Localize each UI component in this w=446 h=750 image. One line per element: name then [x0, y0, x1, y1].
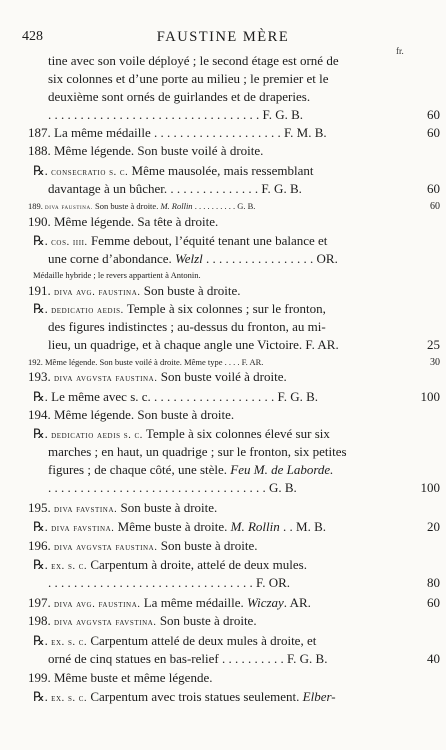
text-line — [48, 71, 329, 86]
line-text: Son buste à droite. — [157, 538, 258, 553]
running-title: FAUSTINE MÈRE — [156, 29, 290, 45]
line-text: 195. — [28, 500, 54, 515]
legend-smallcaps: cos. iiii. — [51, 237, 88, 248]
text-line — [48, 53, 339, 68]
price-value: 40 — [427, 651, 440, 666]
line-text: ℞. — [33, 633, 52, 648]
price-value: 100 — [420, 480, 440, 495]
text-line — [33, 689, 336, 706]
text-line — [48, 337, 339, 352]
text-line — [33, 426, 330, 443]
text-line — [28, 595, 311, 612]
italic-text: M. Rollin — [160, 201, 193, 211]
line-text: . . . . . . . . . . G. B. — [192, 201, 256, 211]
price-value: 60 — [427, 181, 440, 196]
text-line — [28, 613, 257, 630]
line-text: des figures indistinctes ; au-dessus du fronton, au mi- — [48, 319, 326, 334]
page-number: 428 — [22, 29, 43, 44]
text-line — [33, 268, 201, 283]
line-text: ℞. — [33, 233, 52, 248]
text-line — [48, 251, 338, 266]
line-text: une corne d’abondance. — [48, 251, 176, 266]
text-line — [33, 233, 327, 250]
line-text: ℞. — [33, 163, 52, 178]
legend-smallcaps: diva faustina. — [45, 204, 93, 211]
text-line — [28, 670, 212, 685]
line-text: Temple à six colonnes élevé sur six — [142, 426, 330, 441]
italic-text: Elber- — [302, 689, 336, 704]
line-text: 192. Même légende. Son buste voilé à droite. Même type . . . . F. AR. — [28, 357, 264, 367]
line-text: Carpentum avec trois statues seulement. — [87, 689, 303, 704]
line-text: 199. Même buste et même légende. — [28, 670, 213, 685]
line-text: orné de cinq statues en bas-relief . . . . . . . . . . F. G. B. — [48, 651, 328, 666]
legend-smallcaps: diva avg. faustina. — [54, 599, 141, 610]
text-line — [48, 319, 326, 334]
price-value: 60 — [427, 107, 440, 122]
line-text: Son buste voilé à droite. — [157, 369, 287, 384]
line-text: 198. — [28, 613, 54, 628]
legend-smallcaps: diva avg. faustina. — [54, 287, 141, 298]
line-text: marches ; en haut, un quadrige ; sur le fronton, six petites — [48, 444, 347, 459]
line-text: 190. Même légende. Sa tête à droite. — [28, 214, 219, 229]
line-text: six colonnes et d’une porte au milieu ; le premier et le — [48, 71, 329, 86]
legend-smallcaps: diva favstina. — [51, 523, 115, 534]
line-text: Carpentum attelé de deux mules à droite, et — [87, 633, 317, 648]
line-text: ℞. — [33, 519, 52, 534]
text-line — [28, 355, 263, 370]
line-text: Femme debout, l’équité tenant une balance et — [87, 233, 328, 248]
line-text: tine avec son voile déployé ; le second étage est orné de — [48, 53, 339, 68]
line-text: ℞. — [33, 557, 52, 572]
line-text: . . . . . . . . . . . . . . . . . . . . . . . . . . . . . . . . . . G. B. — [48, 480, 297, 495]
legend-smallcaps: ex. s. c. — [51, 561, 88, 572]
line-text: 197. — [28, 595, 54, 610]
text-line — [28, 407, 234, 422]
italic-text: Feu M. de Laborde. — [230, 462, 334, 477]
line-text: Même buste à droite. — [114, 519, 231, 534]
line-text: 189. — [28, 201, 45, 211]
line-text: ℞. — [33, 301, 52, 316]
legend-smallcaps: dedicatio aedis. — [51, 305, 124, 316]
line-text: deuxième sont ornés de guirlandes et de draperies. — [48, 89, 311, 104]
line-text: figures ; de chaque côté, une stèle. — [48, 462, 231, 477]
italic-text: Welzl — [175, 251, 203, 266]
price-value: 60 — [430, 201, 440, 212]
legend-smallcaps: ex. s. c. — [51, 637, 88, 648]
line-text: Médaille hybride ; le revers appartient à Antonin. — [33, 270, 201, 280]
text-line — [48, 651, 327, 666]
legend-smallcaps: diva avgvsta faustina. — [54, 373, 158, 384]
text-line — [28, 369, 287, 386]
text-line — [48, 575, 290, 590]
italic-text: Wiczay — [246, 595, 284, 610]
text-line — [33, 519, 326, 536]
legend-smallcaps: ex. s. c. — [51, 693, 88, 704]
line-text: ℞. — [33, 426, 52, 441]
line-text: Son buste à droite. — [92, 201, 161, 211]
line-text: . . . . . . . . . . . . . . . . . . . . . . . . . . . . . . . . F. OR. — [48, 575, 290, 590]
price-value: 60 — [427, 595, 440, 610]
price-value: 80 — [427, 575, 440, 590]
line-text: 196. — [28, 538, 54, 553]
text-line — [48, 462, 333, 477]
line-text: 188. Même légende. Son buste voilé à droite. — [28, 143, 264, 158]
text-line — [48, 480, 297, 495]
text-line — [28, 199, 255, 215]
line-text: 194. Même légende. Son buste à droite. — [28, 407, 235, 422]
currency-column-label: fr. — [396, 46, 404, 56]
line-text: 191. — [28, 283, 54, 298]
text-line — [28, 125, 327, 140]
italic-text: M. Rollin — [230, 519, 280, 534]
line-text: Même mausolée, mais ressemblant — [128, 163, 314, 178]
line-text: Son buste à droite. — [140, 283, 241, 298]
legend-smallcaps: diva avgvsta favstina. — [54, 617, 157, 628]
text-line — [28, 538, 257, 555]
text-line — [28, 283, 241, 300]
line-text: 187. La même médaille . . . . . . . . . . . . . . . . . . . . F. M. B. — [28, 125, 327, 140]
text-line — [33, 557, 307, 574]
price-value: 60 — [427, 125, 440, 140]
text-line — [28, 214, 218, 229]
text-line — [48, 107, 303, 122]
legend-smallcaps: diva avgvsta faustina. — [54, 542, 158, 553]
line-text: La même médaille. — [140, 595, 247, 610]
line-text: Temple à six colonnes ; sur le fronton, — [123, 301, 326, 316]
line-text: . . . . . . . . . . . . . . . . . . . . . . . . . . . . . . . . . F. G. B. — [48, 107, 303, 122]
line-text: davantage à un bûcher. . . . . . . . . . . . . . . F. G. B. — [48, 181, 302, 196]
text-line — [33, 389, 318, 404]
price-value: 30 — [430, 357, 440, 368]
line-text: 193. — [28, 369, 54, 384]
legend-smallcaps: consecratio s. c. — [51, 167, 129, 178]
text-line — [33, 301, 326, 318]
line-text: . . . . . . . . . . . . . . . . . OR. — [202, 251, 338, 266]
price-value: 20 — [427, 519, 440, 534]
price-value: 100 — [420, 389, 440, 404]
text-line — [48, 444, 347, 459]
line-text: ℞. Le même avec s. c. . . . . . . . . . . . . . . . . . . . F. G. B. — [33, 389, 319, 404]
line-text: lieu, un quadrige, et à chaque angle une Victoire. F. AR. — [48, 337, 339, 352]
line-text: . . M. B. — [279, 519, 326, 534]
text-line — [28, 500, 217, 517]
text-line — [48, 181, 302, 196]
text-line — [28, 143, 263, 158]
legend-smallcaps: diva favstina. — [54, 504, 118, 515]
line-text: Son buste à droite. — [156, 613, 257, 628]
text-line — [33, 633, 316, 650]
line-text: . AR. — [283, 595, 311, 610]
line-text: Son buste à droite. — [117, 500, 218, 515]
line-text: Carpentum à droite, attelé de deux mules. — [87, 557, 307, 572]
text-line — [33, 163, 313, 180]
legend-smallcaps: dedicatio aedis s. c. — [51, 430, 143, 441]
text-line — [48, 89, 310, 104]
price-value: 25 — [427, 337, 440, 352]
line-text: ℞. — [33, 689, 52, 704]
